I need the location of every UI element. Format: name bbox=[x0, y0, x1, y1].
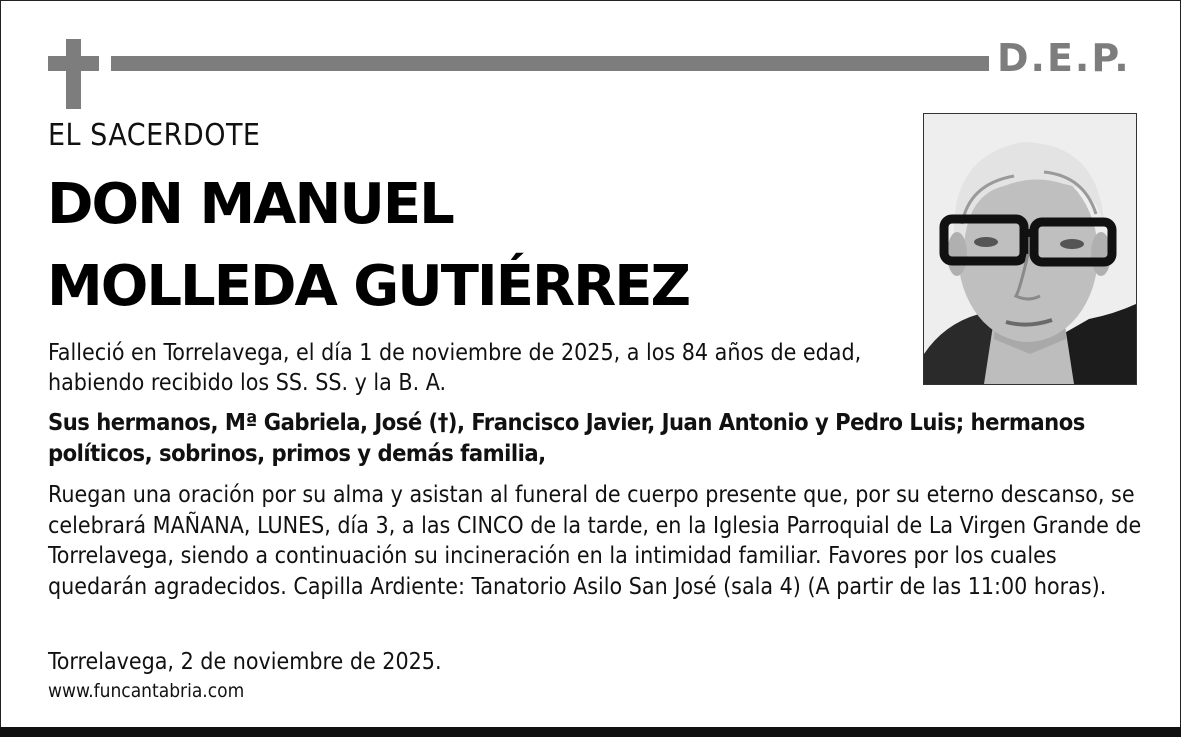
place-and-date: Torrelavega, 2 de noviembre de 2025. bbox=[48, 649, 442, 675]
latin-cross-icon bbox=[66, 39, 81, 109]
dep-heading: D.E.P. bbox=[997, 36, 1131, 80]
website-link[interactable]: www.funcantabria.com bbox=[48, 680, 245, 702]
family-list: Sus hermanos, Mª Gabriela, José (†), Francisco Javier, Juan Antonio y Pedro Luis; hermanos políticos, sobrinos, primos y demás familia, bbox=[48, 408, 1085, 467]
header-rule bbox=[111, 56, 989, 71]
death-details: Falleció en Torrelavega, el día 1 de noviembre de 2025, a los 84 años de edad, habiendo recibido los SS. SS. y la B. A. bbox=[48, 340, 862, 396]
portrait-illustration bbox=[924, 114, 1136, 384]
deceased-title: EL SACERDOTE bbox=[48, 118, 261, 153]
deceased-name-line1: DON MANUEL bbox=[47, 172, 453, 237]
latin-cross-icon-arm bbox=[48, 56, 99, 71]
footer-rule bbox=[0, 727, 1181, 737]
funeral-details: Ruegan una oración por su alma y asistan al funeral de cuerpo presente que, por su eterno descanso, se celebrará MAÑANA, LUNES, día 3, a las CINCO de la tarde, en la Iglesia Parroquial de La Virgen Grande de Torrelavega, siendo a continuación su incineración en la intimidad familiar. Favores por los cuales quedarán agradecidos. Capilla Ardiente: Tanatorio Asilo San José (sala 4) (A partir de las 11:00 horas). bbox=[48, 482, 1142, 600]
portrait-photo bbox=[923, 113, 1137, 385]
deceased-name-line2: MOLLEDA GUTIÉRREZ bbox=[47, 254, 690, 319]
